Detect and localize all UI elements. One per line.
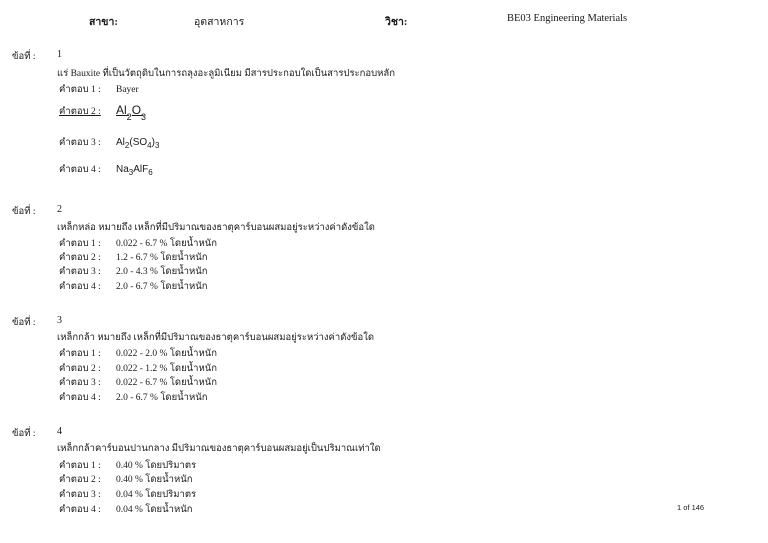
answer-value: 0.022 - 6.7 % โดยน้ำหนัก [116, 378, 218, 388]
answer-label: คำตอบ 1 : [59, 85, 101, 95]
answer-row-1-2 [59, 103, 146, 123]
answer-value: 2.0 - 6.7 % โดยน้ำหนัก [116, 393, 208, 403]
answer-row-4-1 [59, 458, 196, 471]
answer-row-2-1 [59, 236, 217, 249]
answer-row-1-3 [59, 135, 159, 153]
page-number: 1 of 146 [677, 503, 705, 512]
answer-value: 0.04 % โดยปริมาตร [116, 490, 197, 500]
answer-row-1-1 [59, 82, 139, 95]
answer-label: คำตอบ 3 : [59, 378, 101, 388]
question-text-4: เหล็กกล้าคาร์บอนปานกลาง มีปริมาณของธาตุคาร์บอนผสมอยู่เป็นปริมาณเท่าใด [57, 444, 381, 454]
answer-value: 0.022 - 2.0 % โดยน้ำหนัก [116, 349, 218, 359]
answer-label: คำตอบ 3 : [59, 267, 101, 277]
question-number-3: 3 [57, 315, 62, 326]
dept-value: อุตสาหการ [194, 17, 245, 28]
answer-value: 2.0 - 4.3 % โดยน้ำหนัก [116, 267, 208, 277]
answer-row-2-4-correct [59, 279, 208, 292]
answer-value: 0.022 - 6.7 % โดยน้ำหนัก [116, 239, 218, 249]
answer-label: คำตอบ 2 : [59, 364, 101, 374]
answer-value: 0.40 % โดยปริมาตร [116, 461, 197, 471]
answer-row-4-4 [59, 502, 192, 515]
formula-al2so43: $Al_2(SO_4)_3$ [116, 137, 160, 150]
answer-row-1-4 [59, 162, 153, 180]
answer-row-3-2 [59, 361, 217, 374]
answer-label: คำตอบ 1 : [59, 461, 101, 471]
answer-label: คำตอบ 3 : [59, 138, 101, 148]
answer-row-3-4 [59, 390, 208, 403]
question-text-1: แร่ Bauxite ที่เป็นวัตถุดิบในการถลุงอะลูมิเนียม มีสารประกอบใดเป็นสารประกอบหลัก [57, 69, 395, 79]
answer-label: คำตอบ 1 : [59, 239, 101, 249]
answer-label: คำตอบ 2 : [59, 107, 101, 117]
answer-value: Bayer [116, 85, 139, 95]
answer-value: 0.022 - 1.2 % โดยน้ำหนัก [116, 364, 218, 374]
question-text-2: เหล็กหล่อ หมายถึง เหล็กที่มีปริมาณของธาตุคาร์บอนผสมอยู่ระหว่างค่าดังข้อใด [57, 223, 375, 233]
answer-value: 2.0 - 6.7 % โดยน้ำหนัก [116, 282, 208, 292]
question-number-4: 4 [57, 426, 62, 437]
answer-label: คำตอบ 4 : [59, 505, 101, 515]
answer-label: คำตอบ 4 : [59, 282, 101, 292]
answer-label: คำตอบ 2 : [59, 253, 101, 263]
formula-na3alf6: $Na_3AlF_6$ [116, 164, 153, 177]
answer-label: คำตอบ 3 : [59, 490, 101, 500]
question-label-2: ข้อที่ : [12, 207, 36, 217]
subject-label: วิชา: [385, 17, 408, 28]
answer-row-2-2 [59, 250, 208, 263]
answer-row-3-1-correct [59, 346, 217, 359]
answer-row-4-2-correct [59, 472, 192, 485]
answer-value: 0.40 % โดยน้ำหนัก [116, 475, 193, 485]
question-number-2: 2 [57, 204, 62, 215]
formula-al2o3: $Al_2O_3$ [116, 103, 147, 122]
answer-row-3-3 [59, 375, 217, 388]
answer-value: 0.04 % โดยน้ำหนัก [116, 505, 193, 515]
dept-label: สาขา: [89, 17, 118, 28]
answer-value: 1.2 - 6.7 % โดยน้ำหนัก [116, 253, 208, 263]
question-label-1: ข้อที่ : [12, 52, 36, 62]
answer-label: คำตอบ 4 : [59, 165, 101, 175]
question-label-3: ข้อที่ : [12, 318, 36, 328]
question-label-4: ข้อที่ : [12, 429, 36, 439]
answer-label: คำตอบ 1 : [59, 349, 101, 359]
answer-row-2-3 [59, 264, 208, 277]
answer-label: คำตอบ 2 : [59, 475, 101, 485]
answer-label: คำตอบ 4 : [59, 393, 101, 403]
answer-row-4-3 [59, 487, 196, 500]
subject-value: BE03 Engineering Materials [507, 13, 628, 24]
question-text-3: เหล็กกล้า หมายถึง เหล็กที่มีปริมาณของธาตุคาร์บอนผสมอยู่ระหว่างค่าดังข้อใด [57, 333, 375, 343]
question-number-1: 1 [57, 49, 62, 60]
